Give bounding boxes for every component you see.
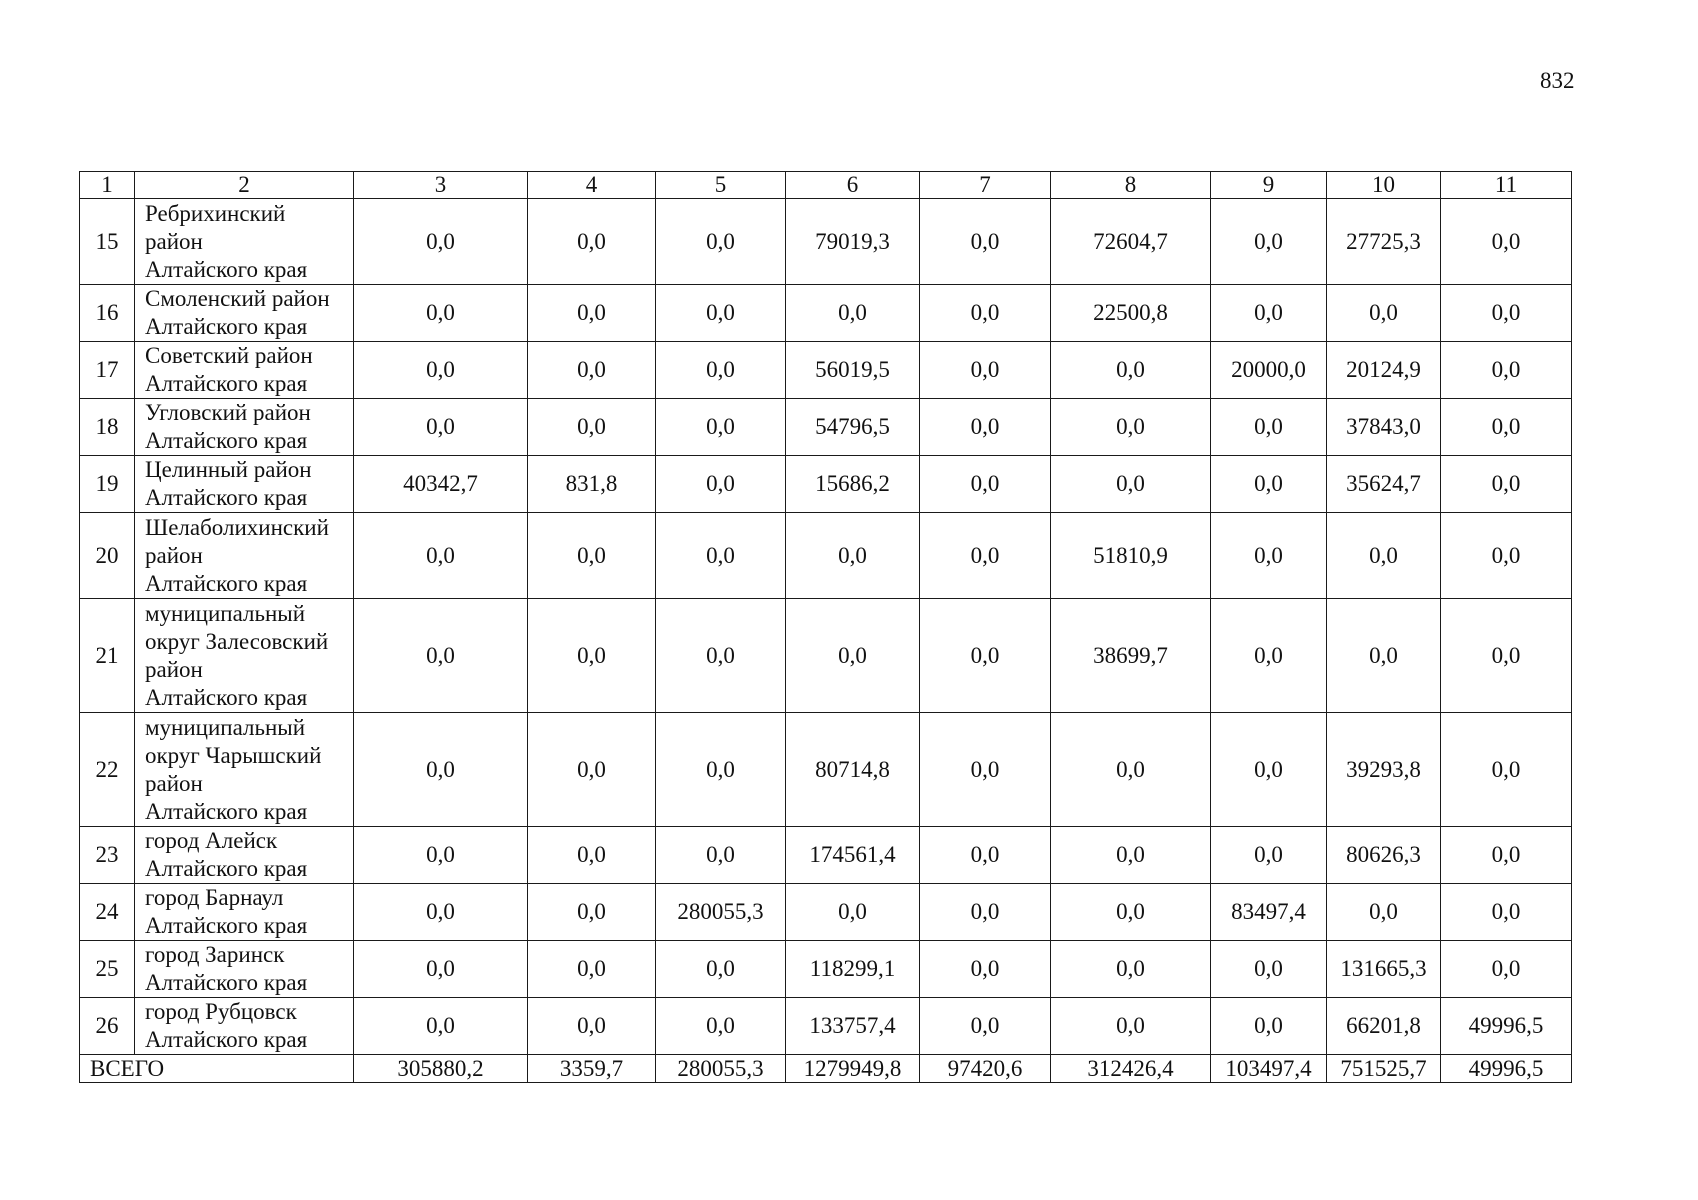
value-cell: 0,0 [656,513,786,599]
value-cell: 0,0 [1441,713,1572,827]
value-cell: 0,0 [354,342,528,399]
value-cell: 0,0 [1051,399,1211,456]
column-header: 3 [354,172,528,199]
value-cell: 40342,7 [354,456,528,513]
row-number: 15 [80,199,135,285]
value-cell: 0,0 [354,513,528,599]
value-cell: 0,0 [920,884,1051,941]
value-cell: 0,0 [528,399,656,456]
value-cell: 0,0 [528,285,656,342]
value-cell: 15686,2 [786,456,920,513]
value-cell: 0,0 [528,342,656,399]
column-header: 10 [1327,172,1441,199]
district-name: Целинный район Алтайского края [135,456,354,513]
value-cell: 0,0 [1441,199,1572,285]
table-row [80,342,1572,399]
row-number: 26 [80,998,135,1055]
row-number: 20 [80,513,135,599]
value-cell: 56019,5 [786,342,920,399]
table-body [80,172,1572,1083]
district-name: Ребрихинский район Алтайского края [135,199,354,285]
column-header: 2 [135,172,354,199]
value-cell: 0,0 [1441,513,1572,599]
value-cell: 0,0 [920,941,1051,998]
value-cell: 0,0 [528,513,656,599]
value-cell: 0,0 [1441,285,1572,342]
value-cell: 0,0 [528,827,656,884]
column-header: 5 [656,172,786,199]
row-number: 24 [80,884,135,941]
value-cell: 0,0 [354,199,528,285]
district-name: Смоленский район Алтайского края [135,285,354,342]
value-cell: 0,0 [656,998,786,1055]
row-number: 22 [80,713,135,827]
value-cell: 0,0 [1327,285,1441,342]
total-value-cell: 103497,4 [1211,1055,1327,1083]
table-row [80,998,1572,1055]
value-cell: 0,0 [656,399,786,456]
column-header: 1 [80,172,135,199]
value-cell: 0,0 [1211,513,1327,599]
value-cell: 80714,8 [786,713,920,827]
value-cell: 20000,0 [1211,342,1327,399]
value-cell: 0,0 [354,399,528,456]
header-row [80,172,1572,199]
column-header: 11 [1441,172,1572,199]
district-name: город Рубцовск Алтайского края [135,998,354,1055]
value-cell: 27725,3 [1327,199,1441,285]
value-cell: 0,0 [354,827,528,884]
district-name: Шелаболихинский район Алтайского края [135,513,354,599]
value-cell: 0,0 [528,941,656,998]
value-cell: 131665,3 [1327,941,1441,998]
total-value-cell: 312426,4 [1051,1055,1211,1083]
column-header: 9 [1211,172,1327,199]
table-row [80,941,1572,998]
value-cell: 54796,5 [786,399,920,456]
row-number: 23 [80,827,135,884]
total-value-cell: 3359,7 [528,1055,656,1083]
value-cell: 0,0 [354,599,528,713]
value-cell: 0,0 [786,884,920,941]
value-cell: 0,0 [1211,998,1327,1055]
value-cell: 0,0 [528,199,656,285]
row-number: 19 [80,456,135,513]
total-value-cell: 1279949,8 [786,1055,920,1083]
value-cell: 0,0 [354,998,528,1055]
table-row [80,713,1572,827]
column-header: 7 [920,172,1051,199]
row-number: 17 [80,342,135,399]
value-cell: 0,0 [656,941,786,998]
table-row [80,513,1572,599]
table-row [80,456,1572,513]
total-row [80,1055,1572,1083]
value-cell: 133757,4 [786,998,920,1055]
value-cell: 39293,8 [1327,713,1441,827]
value-cell: 0,0 [528,713,656,827]
value-cell: 0,0 [528,998,656,1055]
total-value-cell: 305880,2 [354,1055,528,1083]
value-cell: 0,0 [920,342,1051,399]
value-cell: 0,0 [920,827,1051,884]
value-cell: 0,0 [1441,456,1572,513]
value-cell: 0,0 [1051,713,1211,827]
district-name: город Барнаул Алтайского края [135,884,354,941]
value-cell: 0,0 [1327,513,1441,599]
value-cell: 0,0 [920,713,1051,827]
value-cell: 0,0 [920,599,1051,713]
table-row [80,199,1572,285]
value-cell: 51810,9 [1051,513,1211,599]
district-name: город Заринск Алтайского края [135,941,354,998]
value-cell: 79019,3 [786,199,920,285]
value-cell: 280055,3 [656,884,786,941]
value-cell: 0,0 [656,456,786,513]
value-cell: 0,0 [528,884,656,941]
total-label: ВСЕГО [80,1055,354,1083]
value-cell: 0,0 [528,599,656,713]
value-cell: 0,0 [656,342,786,399]
value-cell: 0,0 [1441,941,1572,998]
value-cell: 0,0 [656,285,786,342]
column-header: 6 [786,172,920,199]
value-cell: 0,0 [1051,827,1211,884]
table-row [80,884,1572,941]
value-cell: 35624,7 [1327,456,1441,513]
row-number: 18 [80,399,135,456]
value-cell: 0,0 [920,456,1051,513]
value-cell: 0,0 [354,884,528,941]
value-cell: 38699,7 [1051,599,1211,713]
value-cell: 49996,5 [1441,998,1572,1055]
value-cell: 20124,9 [1327,342,1441,399]
total-value-cell: 280055,3 [656,1055,786,1083]
value-cell: 0,0 [656,599,786,713]
value-cell: 0,0 [1211,941,1327,998]
district-name: муниципальный округ Залесовский район Алтайского края [135,599,354,713]
value-cell: 0,0 [1441,827,1572,884]
value-cell: 66201,8 [1327,998,1441,1055]
table-row [80,399,1572,456]
column-header: 4 [528,172,656,199]
value-cell: 0,0 [1211,399,1327,456]
total-value-cell: 751525,7 [1327,1055,1441,1083]
value-cell: 0,0 [786,513,920,599]
value-cell: 0,0 [354,285,528,342]
row-number: 25 [80,941,135,998]
table-row [80,599,1572,713]
table-row [80,285,1572,342]
value-cell: 0,0 [656,713,786,827]
value-cell: 0,0 [920,998,1051,1055]
value-cell: 37843,0 [1327,399,1441,456]
value-cell: 0,0 [1051,456,1211,513]
value-cell: 0,0 [1211,456,1327,513]
value-cell: 0,0 [920,199,1051,285]
value-cell: 0,0 [920,513,1051,599]
value-cell: 0,0 [1051,998,1211,1055]
value-cell: 0,0 [1211,199,1327,285]
value-cell: 0,0 [656,199,786,285]
value-cell: 0,0 [1211,599,1327,713]
data-table [79,171,1572,1083]
value-cell: 72604,7 [1051,199,1211,285]
column-header: 8 [1051,172,1211,199]
value-cell: 0,0 [1211,827,1327,884]
value-cell: 0,0 [1441,342,1572,399]
value-cell: 0,0 [656,827,786,884]
value-cell: 0,0 [786,285,920,342]
value-cell: 0,0 [1327,884,1441,941]
district-name: Угловский район Алтайского края [135,399,354,456]
value-cell: 0,0 [786,599,920,713]
value-cell: 0,0 [1441,884,1572,941]
district-name: город Алейск Алтайского края [135,827,354,884]
value-cell: 0,0 [1051,342,1211,399]
value-cell: 118299,1 [786,941,920,998]
total-value-cell: 97420,6 [920,1055,1051,1083]
value-cell: 83497,4 [1211,884,1327,941]
district-name: муниципальный округ Чарышский район Алтайского края [135,713,354,827]
value-cell: 0,0 [1327,599,1441,713]
value-cell: 0,0 [354,713,528,827]
district-name: Советский район Алтайского края [135,342,354,399]
value-cell: 0,0 [354,941,528,998]
value-cell: 0,0 [1211,285,1327,342]
value-cell: 831,8 [528,456,656,513]
row-number: 16 [80,285,135,342]
page-number: 832 [1540,68,1575,93]
value-cell: 0,0 [1051,884,1211,941]
value-cell: 80626,3 [1327,827,1441,884]
value-cell: 0,0 [1441,599,1572,713]
value-cell: 0,0 [920,285,1051,342]
value-cell: 174561,4 [786,827,920,884]
total-value-cell: 49996,5 [1441,1055,1572,1083]
value-cell: 22500,8 [1051,285,1211,342]
value-cell: 0,0 [1441,399,1572,456]
row-number: 21 [80,599,135,713]
value-cell: 0,0 [1051,941,1211,998]
value-cell: 0,0 [1211,713,1327,827]
value-cell: 0,0 [920,399,1051,456]
table-row [80,827,1572,884]
